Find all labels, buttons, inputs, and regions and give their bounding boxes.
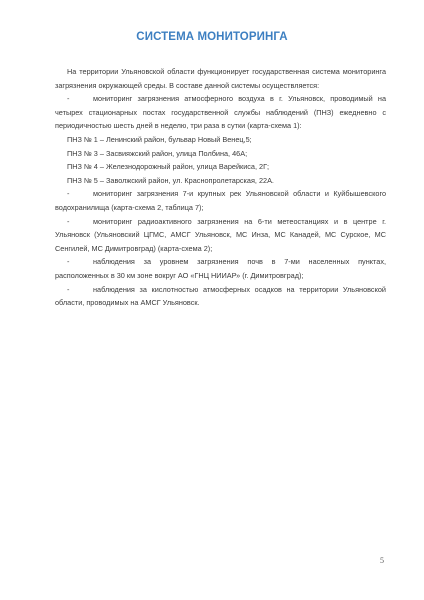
- list-dash: -: [67, 216, 70, 226]
- list-dash: -: [67, 94, 70, 104]
- list-item-soil-monitoring: [55, 255, 386, 282]
- list-item-radioactive-monitoring: [55, 215, 386, 256]
- page-number: 5: [380, 556, 384, 565]
- list-dash: -: [67, 257, 70, 267]
- list-item-air-monitoring: [55, 92, 386, 133]
- list-item-text: мониторинг загрязнения 7-и крупных рек Ульяновской области и Куйбышевского водохранилища (карта-схема 2, таблица 7);: [55, 189, 386, 212]
- post-item-4: ПНЗ № 4 – Железнодорожный район, улица Варейкиса, 2Г;: [67, 162, 270, 172]
- page-title: СИСТЕМА МОНИТОРИНГА: [136, 31, 288, 43]
- post-item-1: ПНЗ № 1 – Ленинский район, бульвар Новый Венец,5;: [67, 134, 252, 144]
- list-dash: -: [67, 284, 70, 294]
- list-item-precipitation-monitoring: [55, 283, 386, 310]
- list-item-text: наблюдения за уровнем загрязнения почв в 7-ми населенных пунктах, расположенных в 30 км зоне вокруг АО «ГНЦ НИИАР» (г. Димитровград);: [55, 257, 386, 280]
- document-body: [55, 65, 386, 310]
- list-dash: -: [67, 189, 70, 199]
- list-item-text: мониторинг загрязнения атмосферного воздуха в г. Ульяновск, проводимый на четырех стационарных постах государственной службы наблюдений (ПНЗ) ежедневно с периодичностью шесть дней в неделю, три раза в сутки (карта-схема 1):: [55, 94, 386, 131]
- list-item-text: мониторинг радиоактивного загрязнения на 6-ти метеостанциях и в центре г. Ульяновск (Ульяновский ЦГМС, АМСГ Ульяновск, МС Инза, МС Канадей, МС Сурское, МС Сенгилей, МС Димитровград) (карта-схема 2);: [55, 216, 386, 253]
- intro-paragraph: На территории Ульяновской области функционирует государственная система мониторинга загрязнения окружающей среды. В составе данной системы осуществляется:: [55, 67, 386, 90]
- list-item-text: наблюдения за кислотностью атмосферных осадков на территории Ульяновской области, проводимых на АМСГ Ульяновск.: [55, 284, 386, 308]
- post-item-5: ПНЗ № 5 – Заволжский район, ул. Краснопролетарская, 22А.: [67, 175, 274, 185]
- list-item-river-monitoring: [55, 187, 386, 214]
- post-item-3: ПНЗ № 3 – Засвияжский район, улица Полбина, 46А;: [67, 148, 248, 158]
